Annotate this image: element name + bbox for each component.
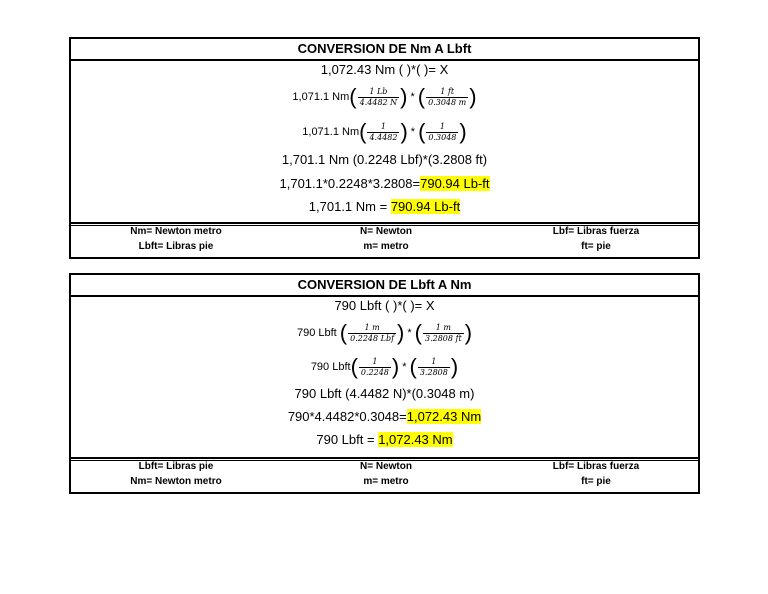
legend-column: N= Newton m= metro xyxy=(360,226,412,252)
equation-prefix: 1,071.1 Nm xyxy=(292,91,350,103)
fraction: $\frac{1}{4.4482}$ xyxy=(369,121,398,142)
nm-to-lbft-box xyxy=(69,37,700,259)
legend-column: Nm= Newton metro Lbft= Libras pie xyxy=(130,226,222,252)
fraction: $\frac{1}{0.2248}$ xyxy=(360,356,389,377)
equation-setup: 790 Lbft ( )*( )= X xyxy=(334,298,435,313)
legend-footer xyxy=(71,457,698,494)
fraction: $\frac{1 Lb}{4.4482 N}$ xyxy=(359,86,398,107)
fraction: $\frac{1 ft}{0.3048 m}$ xyxy=(428,86,467,107)
legend-column: Lbf= Libras fuerza ft= pie xyxy=(552,461,640,487)
equation-product: 1,701.1*0.2248*3.2808=790.94 Lb-ft xyxy=(279,176,490,191)
equation-prefix: 790 Lbft xyxy=(296,327,340,339)
legend-column: Lbf= Libras fuerza ft= pie xyxy=(552,226,640,252)
fraction: $\frac{1 m}{3.2808 ft}$ xyxy=(424,322,462,343)
fraction: $\frac{1}{3.2808}$ xyxy=(419,356,448,377)
legend-column: Lbft= Libras pie Nm= Newton metro xyxy=(130,461,222,487)
fraction: $\frac{1}{0.3048}$ xyxy=(428,121,457,142)
equation-prefix: 1,071.1 Nm xyxy=(302,126,360,138)
equation-fractions-numeric: 1,071.1 Nm( $\frac{1}{4.4482}$ ) * ( $\frac{1}{0.3048}$ ) xyxy=(302,119,467,144)
result-highlight: 1,072.43 Nm xyxy=(406,409,482,424)
box-title: CONVERSION DE Lbft A Nm xyxy=(71,275,698,297)
lbft-to-nm-box xyxy=(69,273,700,494)
equation-product: 790*4.4482*0.3048=1,072.43 Nm xyxy=(287,409,482,424)
result-highlight: 790.94 Lb-ft xyxy=(390,199,461,214)
equation-setup: 1,072.43 Nm ( )*( )= X xyxy=(320,62,449,77)
fraction: $\frac{1 m}{\text{0.2248 Lbf}}$ xyxy=(350,322,395,343)
equation-factors: 1,701.1 Nm (0.2248 Lbf)*(3.2808 ft) xyxy=(281,152,488,167)
equation-fractions-numeric: 790 Lbft( $\frac{1}{0.2248}$ ) * ( $\frac{1}{3.2808}$ ) xyxy=(310,354,459,379)
equation-result: 1,701.1 Nm = 790.94 Lb-ft xyxy=(308,199,461,214)
equation-fractions-units: 1,071.1 Nm( $\frac{1 Lb}{4.4482 N}$ ) * ( $\frac{1 ft}{0.3048 m}$ ) xyxy=(292,84,477,109)
result-highlight: 1,072.43 Nm xyxy=(378,432,453,447)
legend-footer xyxy=(71,222,698,259)
equation-result: 790 Lbft = 1,072.43 Nm xyxy=(316,432,453,447)
box-title: CONVERSION DE Nm A Lbft xyxy=(71,39,698,61)
equation-prefix: 790 Lbft xyxy=(310,361,351,373)
result-highlight: 790.94 Lb-ft xyxy=(420,176,490,191)
legend-column: N= Newton m= metro xyxy=(360,461,412,487)
equation-factors: 790 Lbft (4.4482 N)*(0.3048 m) xyxy=(294,386,475,401)
equation-fractions-units: 790 Lbft ( $\frac{1 m}{\text{0.2248 Lbf}}$ ) * ( $\frac{1 m}{3.2808 ft}$ ) xyxy=(296,320,473,345)
